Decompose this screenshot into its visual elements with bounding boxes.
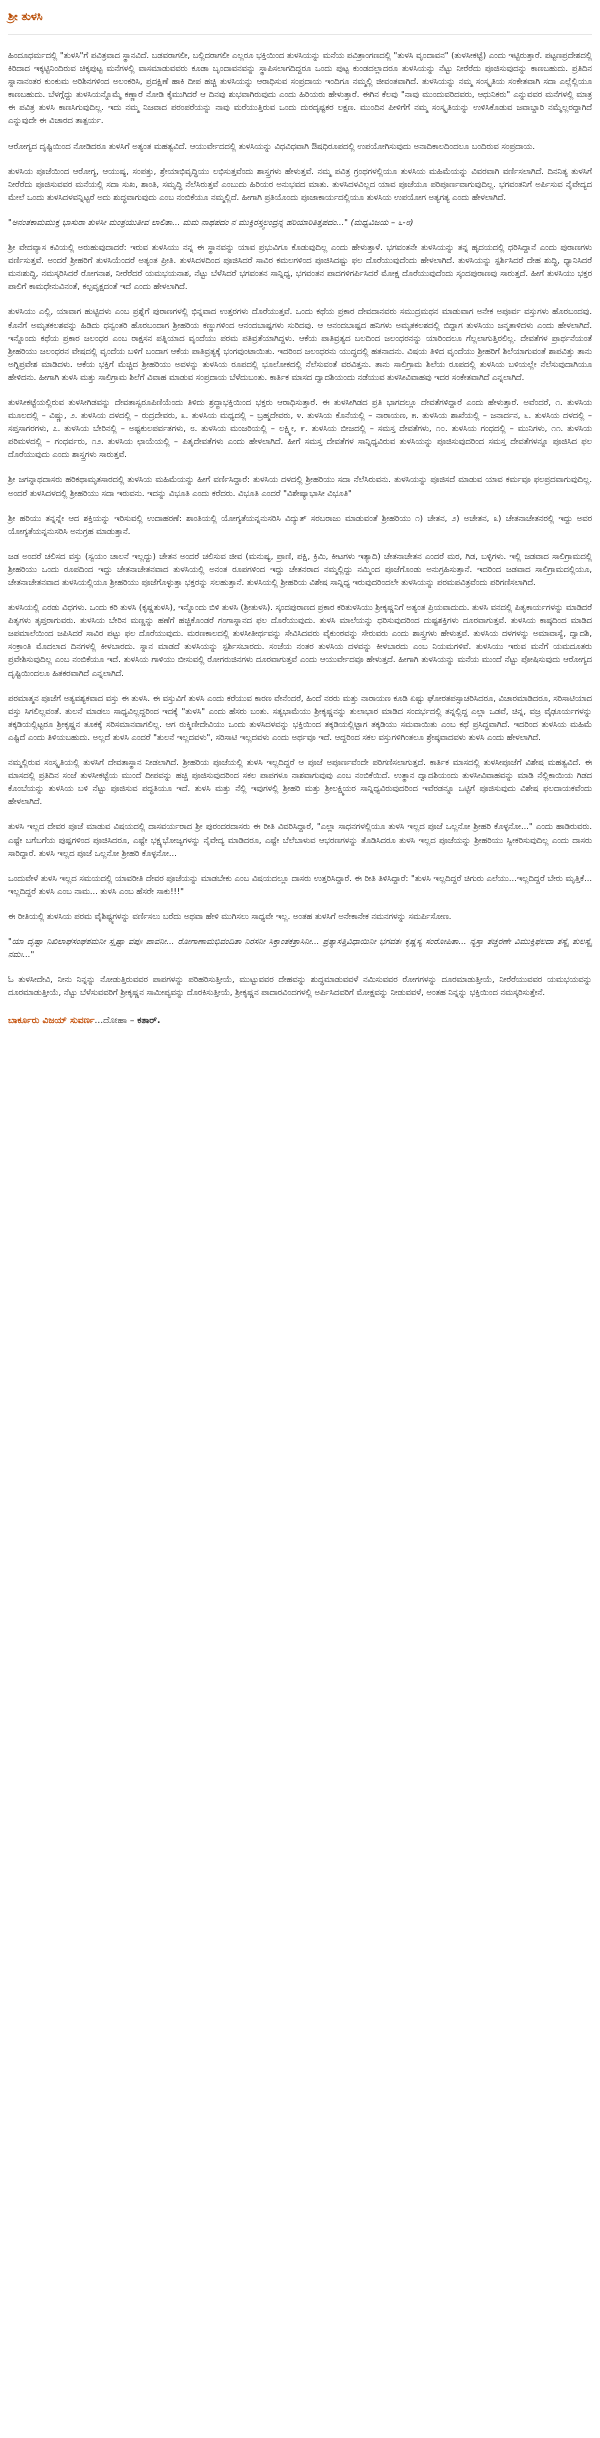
- article-paragraph: ಪರಮಾತ್ಮನ ಪೂಜೆಗೆ ಅತ್ಯವಶ್ಯಕವಾದ ವಸ್ತು ಈ ತುಳಸಿ. ಈ ವಸ್ತುವಿಗೆ ತುಳಸಿ ಎಂದು ಕರೆಯುವ ಕಾರಣ ವೇನೆಂದರೆ, ಹಿಂದೆ ನರರು ಮತ್ತು ನಾರಾಯಣ ಕೂಡಿ ಏಷ್ಟು ಘೋರತಪಸ್ಸಾಚರಿಸಿದರೂ, ವಿಚಾರಮಾಡಿದರೂ, ಸರಿಸಾಟಿಯಾದ ವಸ್ತು ಸಿಗಲಿಲ್ಲವಂತೆ. ತುಲನೆ ಮಾಡಲು ಸಾಧ್ಯವಿಲ್ಲದ್ದರಿಂದ ಇದಕ್ಕೆ "ತುಳಸಿ" ಎಂದು ಹೆಸರು ಬಂತು. ಸತ್ಯಭಾಮೆಯು ಶ್ರೀಕೃಷ್ಣನನ್ನು ತುಲಾಭಾರ ಮಾಡಿದ ಸಂದರ್ಭದಲ್ಲಿ ತನ್ನಲ್ಲಿದ್ದ ಎಲ್ಲಾ ಒಡವೆ, ಚಿನ್ನ, ವಜ್ರ ವೈಢೂರ್ಯಗಳನ್ನು ತಕ್ಕಡಿಯಲ್ಲಿಟ್ಟರೂ ಶ್ರೀಕೃಷ್ಣನ ತೂಕಕ್ಕೆ ಸರಿಸಮಾನವಾಗಲಿಲ್ಲ. ಆಗ ರುಕ್ಮಿಣೀದೇವಿಯು ಒಂದು ತುಳಸಿದಳವನ್ನು ಭಕ್ತಿಯಿಂದ ತಕ್ಕಡಿಯಲ್ಲಿಟ್ಟಾಗ ತಕ್ಕಡಿಯು ಸಮವಾಯಿತು ಎಂಬ ಕಥೆ ಪ್ರಸಿದ್ಧವಾಗಿದೆ. ಇದರಿಂದ ತುಳಸಿಯ ಮಹಿಮೆ ಎಷ್ಟಿದೆ ಎಂದು ತಿಳಿಯಬಹುದು. ಅಲ್ಲದೆ ತುಳಸಿ ಎಂದರೆ "ತುಲನೆ ಇಲ್ಲದವಳು", ಸರಿಸಾಟಿ ಇಲ್ಲದವಳು ಎಂದು ಅರ್ಥವೂ ಇದೆ. ಆದ್ದರಿಂದ ಸಕಲ ವಸ್ತುಗಳಿಗಿಂತಲೂ ಶ್ರೇಷ್ಠವಾದವಳು ತುಳಸಿ ಎಂದು ಹೇಳಲಾಗಿದೆ.: [8, 692, 592, 742]
- author-place: ಕತಾರ್.: [137, 1016, 161, 1027]
- article-paragraph: ತುಳಸಿಯಲ್ಲಿ ಎರಡು ವಿಧಗಳು. ಒಂದು ಕರಿ ತುಳಸಿ (ಕೃಷ್ಣತುಳಸಿ), ಇನ್ನೊಂದು ಬಿಳಿ ತುಳಸಿ (ಶ್ರೀತುಳಸಿ). ಸ್ಕಂದಪುರಾಣದ ಪ್ರಕಾರ ಕರಿತುಳಸಿಯು ಶ್ರೀಕೃಷ್ಣನಿಗೆ ಅತ್ಯಂತ ಪ್ರಿಯವಾದುದು. ತುಳಸಿ ವನದಲ್ಲಿ ಪಿತೃಕಾರ್ಯಗಳನ್ನು ಮಾಡಿದರೆ ಪಿತೃಗಳು ತೃಪ್ತರಾಗುವರು. ತುಳಸಿಯ ಬೇರಿನ ಮಣ್ಣನ್ನು ಹಣೆಗೆ ಹಚ್ಚಿಕೊಂಡರೆ ಗಂಗಾಸ್ನಾನದ ಫಲ ದೊರೆಯುವುದು. ತುಳಸಿ ಮಾಲೆಯನ್ನು ಧರಿಸುವುದರಿಂದ ದುಷ್ಟಶಕ್ತಿಗಳು ದೂರವಾಗುತ್ತವೆ. ತುಳಸಿಯ ಕಾಷ್ಠದಿಂದ ಮಾಡಿದ ಜಪಮಾಲೆಯಿಂದ ಜಪಿಸಿದರೆ ಸಾವಿರ ಪಟ್ಟು ಫಲ ದೊರೆಯುವುದು. ಮರಣಕಾಲದಲ್ಲಿ ತುಳಸೀತೀರ್ಥವನ್ನು ಸೇವಿಸಿದವರು ವೈಕುಂಠವನ್ನು ಸೇರುವರು ಎಂದು ಶಾಸ್ತ್ರಗಳು ಹೇಳುತ್ತವೆ. ತುಳಸಿಯ ದಳಗಳನ್ನು ಅಮಾವಾಸ್ಯೆ, ದ್ವಾದಶಿ, ಸಂಕ್ರಾಂತಿ ಮೊದಲಾದ ದಿನಗಳಲ್ಲಿ ಕೀಳಬಾರದು. ಸ್ನಾನ ಮಾಡದೆ ತುಳಸಿಯನ್ನು ಸ್ಪರ್ಶಿಸಬಾರದು. ಸಂಜೆಯ ನಂತರ ತುಳಸಿಯ ದಳವನ್ನು ಕೀಳಬಾರದು ಎಂಬ ನಿಯಮಗಳಿವೆ. ತುಳಸಿಯು ಇರುವ ಮನೆಗೆ ಯಮದೂತರು ಪ್ರವೇಶಿಸುವುದಿಲ್ಲ ಎಂಬ ನಂಬಿಕೆಯೂ ಇದೆ. ತುಳಸಿಯ ಗಾಳಿಯು ಬೀಸುವಲ್ಲಿ ರೋಗರುಜಿನಗಳು ದೂರವಾಗುತ್ತವೆ ಎಂದು ಆಯುರ್ವೇದವೂ ಹೇಳುತ್ತದೆ. ಹೀಗಾಗಿ ತುಳಸಿಯನ್ನು ಮನೆಯ ಮುಂದೆ ನೆಟ್ಟು ಪೋಷಿಸುವುದು ಆರೋಗ್ಯದ ದೃಷ್ಟಿಯಿಂದಲೂ ಹಿತಕರವಾಗಿದೆ ಎನ್ನಲಾಗಿದೆ.: [8, 602, 592, 678]
- article-paragraph: ತುಳಸೀಕಟ್ಟೆಯಲ್ಲಿರುವ ತುಳಸೀಗಿಡವನ್ನು ದೇವತಾಸ್ವರೂಪಿಣಿಯೆಂದು ತಿಳಿದು ಶ್ರದ್ಧಾಭಕ್ತಿಯಿಂದ ಭಕ್ತರು ಆರಾಧಿಸುತ್ತಾರೆ. ಈ ತುಳಸೀಗಿಡದ ಪ್ರತಿ ಭಾಗದಲ್ಲೂ ದೇವತೆಗಳಿದ್ದಾರೆ ಎಂದು ಹೇಳುತ್ತಾರೆ. ಅವೆಂದರೆ, ೧. ತುಳಸಿಯ ಮೂಲದಲ್ಲಿ – ವಿಷ್ಣು, ೨. ತುಳಸಿಯ ದಳದಲ್ಲಿ – ರುದ್ರದೇವರು, ೩. ತುಳಸಿಯ ಮಧ್ಯದಲ್ಲಿ – ಬ್ರಹ್ಮದೇವರು, ೪. ತುಳಸಿಯ ಕೊನೆಯಲ್ಲಿ – ನಾರಾಯಣ, ೫. ತುಳಸಿಯ ಶಾಖೆಯಲ್ಲಿ – ಜನಾರ್ದನ, ೬. ತುಳಸಿಯ ದಳದಲ್ಲಿ – ಸಪ್ತಸಾಗರಗಳು, ೭. ತುಳಸಿಯ ಬೇರಿನಲ್ಲಿ – ಅಷ್ಟಕುಲಪರ್ವತಗಳು, ೮. ತುಳಸಿಯ ಮಂಜರಿಯಲ್ಲಿ – ಲಕ್ಷ್ಮೀ, ೯. ತುಳಸಿಯ ಬೀಜದಲ್ಲಿ – ಸಮಸ್ತ ದೇವತೆಗಳು, ೧೦. ತುಳಸಿಯ ಗಂಧದಲ್ಲಿ – ಮುನಿಗಳು, ೧೧. ತುಳಸಿಯ ಪರಿಮಳದಲ್ಲಿ – ಗಂಧರ್ವರು, ೧೨. ತುಳಸಿಯ ಛಾಯೆಯಲ್ಲಿ – ಪಿತೃದೇವತೆಗಳು ಎಂದು ಹೇಳಲಾಗಿದೆ. ಹೀಗೆ ಸಮಸ್ತ ದೇವತೆಗಳ ಸಾನ್ನಿಧ್ಯವಿರುವ ತುಳಸಿಯನ್ನು ಪೂಜಿಸುವುದರಿಂದ ಸಮಸ್ತ ದೇವತೆಗಳನ್ನೂ ಪೂಜಿಸಿದ ಫಲ ದೊರೆಯುವುದು ಎಂದು ಶಾಸ್ತ್ರಗಳು ಸಾರುತ್ತವೆ.: [8, 396, 592, 460]
- article-body: [8, 49, 592, 1028]
- article-paragraph: ಆರೋಗ್ಯದ ದೃಷ್ಟಿಯಿಂದ ನೋಡಿದರೂ ತುಳಸಿಗೆ ಅತ್ಯಂತ ಮಹತ್ವವಿದೆ. ಆಯುರ್ವೇದದಲ್ಲಿ ತುಳಸಿಯನ್ನು ವಿಧವಿಧವಾಗಿ ಔಷಧಿರೂಪದಲ್ಲಿ ಉಪಯೋಗಿಸುವುದು ಅನಾದಿಕಾಲದಿಂದಲೂ ಬಂದಿರುವ ಸಂಪ್ರದಾಯ.: [8, 140, 535, 151]
- sanskrit-quote: "ಅನಂತಕಾಮಮುಕ್ತ ಭಾಸುರಾ ತುಳಸೀ ಮಂತ್ರಯುತೀವ ಲಾಲಿತಾ... ಮಮ ನಾಥಪದಂ ನ ಮುಕ್ತಿರಸ್ತ್ವಲಂದ್ರನ್ನ ಹರಿಯಾರಿತಿತ್ತಪದಂ..." (ಮಧ್ವವಿಜಯ – ೬-೮): [8, 216, 414, 227]
- signature-separator: ...ದೋಹಾ –: [94, 1016, 138, 1027]
- article-paragraph: ತುಳಸಿಯು ಎಲ್ಲಿ, ಯಾವಾಗ ಹುಟ್ಟಿದಳು ಎಂಬ ಪ್ರಶ್ನೆಗೆ ಪುರಾಣಗಳಲ್ಲಿ ಭಿನ್ನವಾದ ಉತ್ತರಗಳು ದೊರೆಯುತ್ತವೆ. ಒಂದು ಕಥೆಯ ಪ್ರಕಾರ ದೇವದಾನವರು ಸಮುದ್ರಮಥನ ಮಾಡುವಾಗ ಅನೇಕ ಅಪೂರ್ವ ವಸ್ತುಗಳು ಹೊರಬಂದವು. ಕೊನೆಗೆ ಅಮೃತಕಲಶವನ್ನು ಹಿಡಿದು ಧನ್ವಂತರಿ ಹೊರಬಂದಾಗ ಶ್ರೀಹರಿಯ ಕಣ್ಣುಗಳಿಂದ ಆನಂದಬಾಷ್ಪಗಳು ಸುರಿದವು. ಆ ಆನಂದಬಾಷ್ಪದ ಹನಿಗಳು ಅಮೃತಕಲಶದಲ್ಲಿ ಬಿದ್ದಾಗ ತುಳಸಿಯು ಜನ್ಮತಾಳಿದಳು ಎಂದು ಹೇಳಲಾಗಿದೆ. ಇನ್ನೊಂದು ಕಥೆಯ ಪ್ರಕಾರ ಜಲಂಧರ ಎಂಬ ರಾಕ್ಷಸನ ಪತ್ನಿಯಾದ ವೃಂದೆಯು ಪರಮ ಪತಿವ್ರತೆಯಾಗಿದ್ದಳು. ಆಕೆಯ ಪಾತಿವ್ರತ್ಯದ ಬಲದಿಂದ ಜಲಂಧರನನ್ನು ಯಾರಿಂದಲೂ ಗೆಲ್ಲಲಾಗುತ್ತಿರಲಿಲ್ಲ. ದೇವತೆಗಳ ಪ್ರಾರ್ಥನೆಯಂತೆ ಶ್ರೀಹರಿಯು ಜಲಂಧರನ ವೇಷದಲ್ಲಿ ವೃಂದೆಯ ಬಳಿಗೆ ಬಂದಾಗ ಆಕೆಯ ಪಾತಿವ್ರತ್ಯಕ್ಕೆ ಭಂಗವುಂಟಾಯಿತು. ಇದರಿಂದ ಜಲಂಧರನು ಯುದ್ಧದಲ್ಲಿ ಹತನಾದನು. ವಿಷಯ ತಿಳಿದ ವೃಂದೆಯು ಶ್ರೀಹರಿಗೆ ಶಿಲೆಯಾಗುವಂತೆ ಶಾಪವಿತ್ತು ತಾನು ಅಗ್ನಿಪ್ರವೇಶ ಮಾಡಿದಳು. ಆಕೆಯ ಭಕ್ತಿಗೆ ಮೆಚ್ಚಿದ ಶ್ರೀಹರಿಯು ಅವಳನ್ನು ತುಳಸಿಯ ರೂಪದಲ್ಲಿ ಭೂಲೋಕದಲ್ಲಿ ನೆಲೆಸುವಂತೆ ವರವಿತ್ತನು. ತಾನು ಸಾಲಿಗ್ರಾಮ ಶಿಲೆಯ ರೂಪದಲ್ಲಿ ತುಳಸಿಯ ಬಳಿಯಲ್ಲೇ ನೆಲೆಸುವುದಾಗಿಯೂ ಹೇಳಿದನು. ಹೀಗಾಗಿ ತುಳಸಿ ಮತ್ತು ಸಾಲಿಗ್ರಾಮ ಶಿಲೆಗೆ ವಿವಾಹ ಮಾಡುವ ಸಂಪ್ರದಾಯ ಬೆಳೆದುಬಂತು. ಕಾರ್ತಿಕ ಮಾಸದ ದ್ವಾದಶಿಯಂದು ನಡೆಯುವ ತುಳಸೀವಿವಾಹವು ಇದರ ಸಂಕೇತವಾಗಿದೆ ಎನ್ನಲಾಗಿದೆ.: [8, 306, 592, 382]
- title-divider: [8, 34, 592, 35]
- article-paragraph: ಶ್ರೀ ಹರಿಯು ತನ್ನನ್ನೇ ಆದ ಶಕ್ತಿಯನ್ನು ಇರಿಸುವಲ್ಲಿ ಉದಾಹರಣೆ: ಶಾಂತಿಯಲ್ಲಿ ಯೋಗ್ಯತೆಯನ್ನನುಸರಿಸಿ ವಿದ್ಯುತ್ ಸರಬರಾಜು ಮಾಡುವಂತೆ ಶ್ರೀಹರಿಯು ೧) ಚೇತನ, ೨) ಅಚೇತನ, ೩) ಚೇತನಾಚೇತನರಲ್ಲಿ ಇದ್ದು ಅವರ ಯೋಗ್ಯತೆಯನ್ನನುಸರಿಸಿ ಅನುಗ್ರಹ ಮಾಡುತ್ತಾನೆ.: [8, 512, 592, 536]
- article-paragraph: ಶ್ರೀ ವೇದವ್ಯಾಸ ಕವಿಯಲ್ಲಿ ಅರುಹುವುದಾದರೆ: ಇರುವ ತುಳಸಿಯು ನನ್ನ ಈ ಸ್ಥಾನವನ್ನು ಯಾವ ಪ್ರಭುವಿಗೂ ಕೊಡುವುದಿಲ್ಲ ಎಂದು ಹೇಳುತ್ತಾಳೆ. ಭಗವಂತನೇ ತುಳಸಿಯನ್ನು ತನ್ನ ಹೃದಯದಲ್ಲಿ ಧರಿಸಿದ್ದಾನೆ ಎಂದು ಪುರಾಣಗಳು ವರ್ಣಿಸುತ್ತವೆ. ಅಂದರೆ ಶ್ರೀಹರಿಗೆ ತುಳಸಿಯೆಂದರೆ ಅತ್ಯಂತ ಪ್ರೀತಿ. ತುಳಸಿದಳದಿಂದ ಪೂಜಿಸಿದರೆ ಸಾವಿರ ಕಮಲಗಳಿಂದ ಪೂಜಿಸಿದಷ್ಟು ಫಲ ದೊರೆಯುವುದೆಂದು ಹೇಳಲಾಗಿದೆ. ತುಳಸಿಯನ್ನು ಸ್ಪರ್ಶಿಸಿದರೆ ದೇಹ ಶುದ್ಧಿ, ಧ್ಯಾನಿಸಿದರೆ ಮನಃಶುದ್ಧಿ, ನಮಸ್ಕರಿಸಿದರೆ ರೋಗನಾಶ, ನೀರೆರೆದರೆ ಯಮಭಯನಾಶ, ನೆಟ್ಟು ಬೆಳೆಸಿದರೆ ಭಗವಂತನ ಸಾನ್ನಿಧ್ಯ, ಭಗವಂತನ ಪಾದಗಳಿಗರ್ಪಿಸಿದರೆ ಮೋಕ್ಷ ದೊರೆಯುವುದೆಂದು ಸ್ಕಂದಪುರಾಣವು ಸಾರುತ್ತದೆ. ಹೀಗೆ ತುಳಸಿಯು ಭಕ್ತರ ಪಾಲಿಗೆ ಕಾಮಧೇನುವಿನಂತೆ, ಕಲ್ಪವೃಕ್ಷದಂತೆ ಇದೆ ಎಂದು ಹೇಳಲಾಗಿದೆ.: [8, 242, 592, 292]
- article-paragraph: ನಮ್ಮಲ್ಲಿರುವ ಸಂಸ್ಕೃತಿಯಲ್ಲಿ ತುಳಸಿಗೆ ದೇವತಾಸ್ಥಾನ ನೀಡಲಾಗಿದೆ. ಶ್ರೀಹರಿಯ ಪೂಜೆಯಲ್ಲಿ ತುಳಸಿ ಇಲ್ಲದಿದ್ದರೆ ಆ ಪೂಜೆ ಅಪೂರ್ಣವೆಂದೇ ಪರಿಗಣಿಸಲಾಗುತ್ತದೆ. ಕಾರ್ತಿಕ ಮಾಸದಲ್ಲಿ ತುಳಸೀಪೂಜೆಗೆ ವಿಶೇಷ ಮಹತ್ವವಿದೆ. ಈ ಮಾಸದಲ್ಲಿ ಪ್ರತಿದಿನ ಸಂಜೆ ತುಳಸೀಕಟ್ಟೆಯ ಮುಂದೆ ದೀಪವನ್ನು ಹಚ್ಚಿ ಪೂಜಿಸುವುದರಿಂದ ಸಕಲ ಪಾಪಗಳೂ ನಾಶವಾಗುವುವು ಎಂಬ ನಂಬಿಕೆಯಿದೆ. ಉತ್ಥಾನ ದ್ವಾದಶಿಯಂದು ತುಳಸೀವಿವಾಹವನ್ನು ಮಾಡಿ ನೆಲ್ಲಿಕಾಯಿಯ ಗಿಡದ ಕೊಂಬೆಯನ್ನು ತುಳಸಿಯ ಬಳಿ ನೆಟ್ಟು ಪೂಜಿಸುವ ಪದ್ಧತಿಯೂ ಇದೆ. ತುಳಸಿ ಮತ್ತು ನೆಲ್ಲಿ ಇವುಗಳಲ್ಲಿ ಶ್ರೀಹರಿ ಮತ್ತು ಶ್ರೀಲಕ್ಷ್ಮಿಯರ ಸಾನ್ನಿಧ್ಯವಿರುವುದರಿಂದ ಇವೆರಡನ್ನೂ ಒಟ್ಟಿಗೆ ಪೂಜಿಸುವುದು ವಿಶೇಷ ಫಲದಾಯಕವೆಂದು ಹೇಳಲಾಗಿದೆ.: [8, 757, 592, 807]
- author-signature: [8, 1015, 592, 1028]
- article-paragraph: ಓ ತುಳಸೀದೇವಿ, ನೀನು ನಿನ್ನನ್ನು ನೋಡುತ್ತಿರುವವರ ಪಾಪಗಳನ್ನು ಪರಿಹರಿಸುತ್ತೀಯೆ, ಮುಟ್ಟುವವರ ದೇಹವನ್ನು ಶುದ್ಧಮಾಡುವವಳೆ ನಮಿಸುವವರ ರೋಗಗಳನ್ನು ದೂರಮಾಡುತ್ತೀಯೆ, ನೀರೆರೆಯುವವರ ಯಮಭಯವನ್ನು ದೂರಮಾಡುತ್ತೀಯೆ, ನೆಟ್ಟು ಬೆಳೆಸುವವರಿಗೆ ಶ್ರೀಕೃಷ್ಣನ ಸಾಮೀಪ್ಯವನ್ನು ದೊರಕಿಸುತ್ತೀಯೆ, ಶ್ರೀಕೃಷ್ಣನ ಪಾದಾರವಿಂದಗಳಲ್ಲಿ ಅರ್ಪಿಸಿದವರಿಗೆ ಮೋಕ್ಷವನ್ನು ನೀಡುವವಳೆ, ಅಂತಹ ನಿನ್ನನ್ನು ಭಕ್ತಿಯಿಂದ ನಮಸ್ಕರಿಸುತ್ತೇನೆ.: [8, 974, 592, 998]
- article-paragraph: ಈ ರೀತಿಯಲ್ಲಿ ತುಳಸಿಯ ಪರಮ ವೈಶಿಷ್ಟ್ಯಗಳನ್ನು ವರ್ಣಿಸಲು ಬರೆದು ಅಥವಾ ಹೇಳಿ ಮುಗಿಸಲು ಸಾಧ್ಯವೇ ಇಲ್ಲ. ಅಂತಹ ತುಳಸಿಗೆ ಅನೇಕಾನೇಕ ನಮನಗಳನ್ನು ಸಮರ್ಪಿಸೋಣ.: [8, 910, 452, 921]
- article-paragraph: ಒಂದುವೇಳೆ ತುಳಸಿ ಇಲ್ಲದ ಸಮಯದಲ್ಲಿ ಯಾವರೀತಿ ದೇವರ ಪೂಜೆಯನ್ನು ಮಾಡಬೇಕು ಎಂಬ ವಿಷಯದಲ್ಲೂ ದಾಸರು ಉತ್ತರಿಸಿದ್ದಾರೆ. ಈ ರೀತಿ ತಿಳಿಸಿದ್ದಾರೆ: "ತುಳಸಿ ಇಲ್ಲದಿದ್ದರೆ ಚಿಗುರು ಎಲೆಯು...ಇಲ್ಲದಿದ್ದರೆ ಬೇರು ಮೃತ್ತಿಕೆ... ಇಲ್ಲದಿದ್ದರೆ ತುಳಸಿ ಎಂಬ ನಾಮ... ತುಳಸಿ ಎಂಬ ಹೆಸರೇ ಸಾಕು!!!": [8, 872, 592, 896]
- author-name: ಬಾರ್ಕೂರು ವಿಜಯ್ ಸುವರ್ಣ: [8, 1016, 95, 1027]
- sanskrit-quote: "ಯಾ ದೃಷ್ಟಾ ನಿಖಿಲಾಘಸಂಘಶಮನೀ ಸ್ಪೃಷ್ಟಾ ವಪುಃ ಪಾವನೀ... ರೋಗಾಣಾಮಭಿವಂದಿತಾ ನಿರಸನೀ ಸಿಕ್ತಾಂತಕತ್ರಾಸಿನೀ... ಪ್ರತ್ಯಾಸತ್ತಿವಿಧಾಯಿನೀ ಭಗವತಃ ಕೃಷ್ಣಸ್ಯ ಸಂರೋಪಿತಾ... ನ್ಯಸ್ತಾ ತಚ್ಚರಣೇ ವಿಮುಕ್ತಿಫಲದಾ ತಸ್ಯೈ ತುಲಸ್ಯೈ ನಮಃ...": [8, 935, 592, 960]
- article-paragraph: ಜಡ ಅಂದರೆ ಚಲಿಸದ ವಸ್ತು (ಸ್ವಯಂ ಚಾಲನೆ ಇಲ್ಲದ್ದು) ಚೇತನ ಅಂದರೆ ಚಲಿಸುವ ಜೀವ (ಮನುಷ್ಯ, ಪ್ರಾಣಿ, ಪಕ್ಷಿ, ಕ್ರಿಮಿ, ಕೀಟಗಳು ಇತ್ಯಾದಿ) ಚೇತನಾಚೇತನ ಎಂದರೆ ಮರ, ಗಿಡ, ಬಳ್ಳಿಗಳು. ಇಲ್ಲಿ ಜಡವಾದ ಸಾಲಿಗ್ರಾಮದಲ್ಲಿ ಶ್ರೀಹರಿಯು ಒಂದು ರೂಪದಿಂದ ಇದ್ದು ಚೇತನಾಚೇತನವಾದ ತುಳಸಿಯಲ್ಲಿ ಅನಂತ ರೂಪಗಳಿಂದ ಇದ್ದು ಚೇತನರಾದ ನಮ್ಮಲ್ಲಿದ್ದು ನಮ್ಮಿಂದ ಪೂಜೆಗೊಂಡು ಅನುಗ್ರಹಿಸುತ್ತಾನೆ. ಇದರಿಂದ ಜಡವಾದ ಸಾಲಿಗ್ರಾಮದಲ್ಲಿಯೂ, ಚೇತನಾಚೇತನವಾದ ತುಳಸಿಯಲ್ಲಿಯೂ ಶ್ರೀಹರಿಯು ಪೂಜೆಗೊಳ್ಳುತ್ತಾ ಭಕ್ತರನ್ನು ಸಲಹುತ್ತಾನೆ. ತುಳಸಿಯಲ್ಲಿ ಶ್ರೀಹರಿಯ ವಿಶೇಷ ಸಾನ್ನಿಧ್ಯ ಇರುವುದರಿಂದಲೇ ತುಳಸಿಯನ್ನು ಪರಮಪವಿತ್ರವೆಂದು ಪರಿಗಣಿಸಲಾಗಿದೆ.: [8, 550, 592, 587]
- article-paragraph: ತುಳಸಿಯ ಪೂಜೆಯಿಂದ ಆರೋಗ್ಯ, ಆಯುಷ್ಯ, ಸಂಪತ್ತು, ಶ್ರೇಯಾಭಿವೃದ್ಧಿಯು ಲಭಿಸುತ್ತವೆಂದು ಶಾಸ್ತ್ರಗಳು ಹೇಳುತ್ತವೆ. ನಮ್ಮ ಪವಿತ್ರ ಗ್ರಂಥಗಳಲ್ಲಿಯೂ ತುಳಸಿಯ ಮಹಿಮೆಯನ್ನು ವಿವರವಾಗಿ ವರ್ಣಿಸಲಾಗಿದೆ. ದಿನನಿತ್ಯ ತುಳಸಿಗೆ ನೀರೆರೆದು ಪೂಜಿಸುವವರ ಮನೆಯಲ್ಲಿ ಸದಾ ಸುಖ, ಶಾಂತಿ, ಸಮೃದ್ಧಿ ನೆಲೆಸಿರುತ್ತವೆ ಎಂಬುದು ಹಿರಿಯರ ಅನುಭವದ ಮಾತು. ತುಳಸಿದಳವಿಲ್ಲದ ಯಾವ ಪೂಜೆಯೂ ಪರಿಪೂರ್ಣವಾಗುವುದಿಲ್ಲ. ಭಗವಂತನಿಗೆ ಅರ್ಪಿಸುವ ನೈವೇದ್ಯದ ಮೇಲೆ ಒಂದು ತುಳಸಿದಳವನ್ನಿಟ್ಟರೆ ಅದು ಶುದ್ಧವಾಗುವುದು ಎಂಬ ನಂಬಿಕೆಯೂ ನಮ್ಮಲ್ಲಿದೆ. ಹೀಗಾಗಿ ಪ್ರತಿಯೊಂದು ಪೂಜಾಕಾರ್ಯದಲ್ಲಿಯೂ ತುಳಸಿಯ ಉಪಯೋಗ ಅತ್ಯಗತ್ಯ ಎಂದು ಹೇಳಲಾಗಿದೆ.: [8, 165, 592, 202]
- title-bar: [8, 6, 592, 28]
- article-paragraph: ಹಿಂದೂಧರ್ಮದಲ್ಲಿ "ತುಳಸಿ"ಗೆ ಪವಿತ್ರವಾದ ಸ್ಥಾನವಿದೆ. ಬಡವರಾಗಲೀ, ಬಲ್ಲಿದರಾಗಲೀ ಎಲ್ಲರೂ ಭಕ್ತಿಯಿಂದ ತುಳಸಿಯನ್ನು ಮನೆಯ ಪವಿತ್ರಾಂಗಣದಲ್ಲಿ "ತುಳಸಿ ವೃಂದಾವನ" (ತುಳಸೀಕಟ್ಟೆ) ಎಂದು ಇಟ್ಟಿರುತ್ತಾರೆ. ಪಟ್ಟಣಪ್ರದೇಶದಲ್ಲಿ ಕಿರಿದಾದ ಇಕ್ಕಟ್ಟಿನಿಂದಿರುವ ಚಿಕ್ಕಪುಟ್ಟ ಮನೆಗಳಲ್ಲಿ ವಾಸಮಾಡುವವರು ಕೂಡಾ ಬೃಂದಾವನವನ್ನು ಸ್ಥಾಪಿಸಲಾಗದಿದ್ದರೂ ಒಂದು ಪುಟ್ಟ ಕುಂಡದಲ್ಲಾದರೂ ತುಳಸಿಯನ್ನು ನೆಟ್ಟು ನೀರೆರೆದು ಪೂಜಿಸುವುದನ್ನು ಕಾಣಬಹುದು. ಪ್ರತಿದಿನ ಸ್ನಾನಾನಂತರ ಕುಂಕುಮ ಅರಿಶಿನಗಳಿಂದ ಅಲಂಕರಿಸಿ, ಪ್ರದಕ್ಷಿಣೆ ಹಾಕಿ ದೀಪ ಹಚ್ಚಿ ತುಳಸಿಯನ್ನು ಆರಾಧಿಸುವ ಸಂಪ್ರದಾಯ ಇಂದಿಗೂ ನಮ್ಮಲ್ಲಿ ಜೀವಂತವಾಗಿದೆ. ತುಳಸಿಯನ್ನು ನಮ್ಮ ಸಂಸ್ಕೃತಿಯ ಸಂಕೇತವಾಗಿ ಸದಾ ಎಲ್ಲೆಲ್ಲಿಯೂ ಕಾಣಬಹುದು. ಬೆಳಗ್ಗೆದ್ದು ತುಳಸಿಯನ್ನೊಮ್ಮೆ ಕಣ್ಣಾರೆ ನೋಡಿ ಕೈಮುಗಿದರೆ ಆ ದಿನವು ಶುಭವಾಗಿರುವುದು ಎಂದು ಹಿರಿಯರು ಹೇಳುತ್ತಾರೆ. ಈಗಿನ ಕೆಲವು "ನಾವು ಮುಂದುವರಿದವರು, ಆಧುನಿಕರು" ಎನ್ನುವವರ ಮನೆಗಳಲ್ಲಿ ಮಾತ್ರ ಈ ಪವಿತ್ರ ತುಳಸಿ ಕಾಣಸಿಗುವುದಿಲ್ಲ. ಇದು ನಮ್ಮ ನಿಜವಾದ ಪರಂಪರೆಯನ್ನು ನಾವು ಮರೆಯುತ್ತಿರುವ ಒಂದು ದುರದೃಷ್ಟಕರ ಲಕ್ಷಣ. ಮುಂದಿನ ಪೀಳಿಗೆಗೆ ನಮ್ಮ ಸಂಸ್ಕೃತಿಯನ್ನು ಉಳಿಸಿಕೊಡುವ ಜವಾಬ್ದಾರಿ ನಮ್ಮೆಲ್ಲರದ್ದಾಗಿದೆ ಎನ್ನುವುದೇ ಈ ವಿಚಾರದ ತಾತ್ಪರ್ಯ.: [8, 50, 592, 126]
- page-title: ಶ್ರೀ ತುಳಸಿ: [8, 10, 43, 23]
- article-paragraph: ಶ್ರೀ ಜಗನ್ನಾಥದಾಸರು ಹರಿಕಥಾಮೃತಸಾರದಲ್ಲಿ ತುಳಸಿಯ ಮಹಿಮೆಯನ್ನು ಹೀಗೆ ವರ್ಣಿಸಿದ್ದಾರೆ: ತುಳಸಿಯ ದಳದಲ್ಲಿ ಶ್ರೀಹರಿಯು ಸದಾ ನೆಲೆಸಿರುವನು. ತುಳಸಿಯನ್ನು ಪೂಜಿಸದೆ ಮಾಡುವ ಯಾವ ಕರ್ಮವೂ ಫಲಪ್ರದವಾಗುವುದಿಲ್ಲ. ಅಂದರೆ ತುಳಸಿದಳದಲ್ಲಿ ಶ್ರೀಹರಿಯು ಸದಾ ಇರುವನು. ಇದನ್ನು ವಿಭೂತಿ ಎಂದು ಕರೆದರು. ವಿಭೂತಿ ಎಂದರೆ "ವಿಶೇಷ್ಯಾಭಾಸೀ ವಿಭೂತಿ": [8, 474, 592, 498]
- article-paragraph: ತುಳಸಿ ಇಲ್ಲದ ದೇವರ ಪೂಜೆ ಮಾಡುವ ವಿಷಯದಲ್ಲಿ ದಾಸವರ್ಯರಾದ ಶ್ರೀ ಪುರಂದರದಾಸರು ಈ ರೀತಿ ವಿವರಿಸಿದ್ದಾರೆ, "ಎಲ್ಲಾ ಸಾಧನಗಳಲ್ಲಿಯೂ ತುಳಸಿ ಇಲ್ಲದ ಪೂಜೆ ಒಲ್ಲನೋ ಶ್ರೀಹರಿ ಕೊಳ್ಳನೋ..." ಎಂದು ಹಾಡಿರುವರು. ಎಷ್ಟೇ ಬಗೆಬಗೆಯ ಪುಷ್ಪಗಳಿಂದ ಪೂಜಿಸಿದರೂ, ಎಷ್ಟೇ ಭಕ್ಷ್ಯಭೋಜ್ಯಗಳನ್ನು ನೈವೇದ್ಯ ಮಾಡಿದರೂ, ಎಷ್ಟೇ ಬೆಲೆಬಾಳುವ ಆಭರಣಗಳನ್ನು ತೊಡಿಸಿದರೂ ತುಳಸಿ ಇಲ್ಲದ ಪೂಜೆಯನ್ನು ಶ್ರೀಹರಿಯು ಸ್ವೀಕರಿಸುವುದಿಲ್ಲ ಎಂದು ದಾಸರು ಸಾರಿದ್ದಾರೆ. ತುಳಸಿ ಇಲ್ಲದ ಪೂಜೆ ಒಲ್ಲನೋ ಶ್ರೀಹರಿ ಕೊಳ್ಳನೋ...: [8, 821, 592, 858]
